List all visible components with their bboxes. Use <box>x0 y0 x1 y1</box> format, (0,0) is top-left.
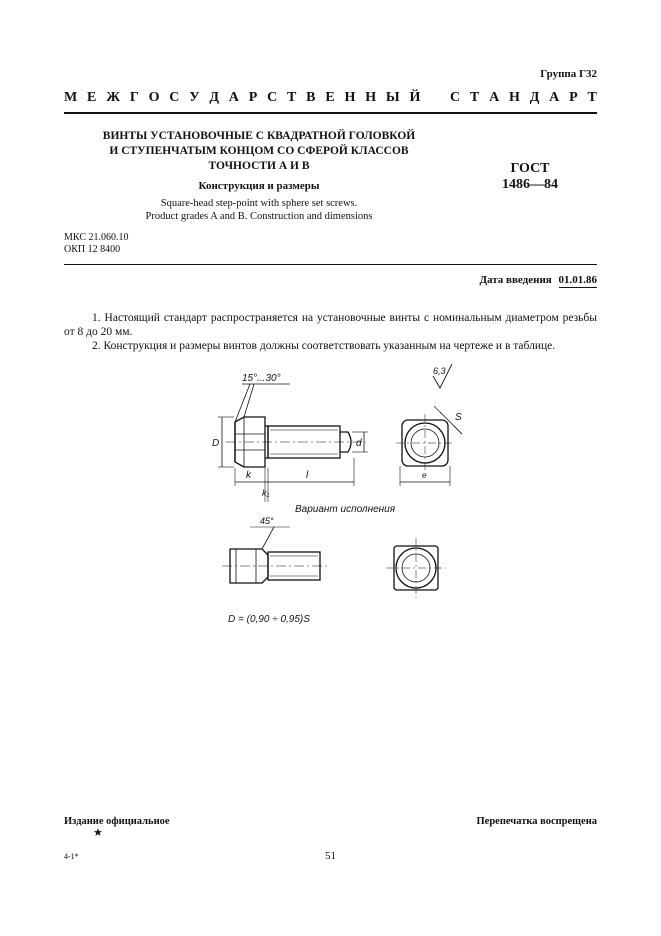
banner-letter: В <box>306 90 316 105</box>
banner-letter: Д <box>529 90 540 105</box>
group-code: Группа Г32 <box>540 68 597 80</box>
variant-caption: Вариант исполнения <box>295 504 396 515</box>
mks-code: МКС 21.060.10 <box>64 232 129 243</box>
paragraph-1: 1. Настоящий стандарт распространяется на установочные винты с номинальным диаметром резьбы от 8 до 20 мм. <box>64 312 597 338</box>
banner-letter: У <box>189 90 200 105</box>
dimension-S: S <box>455 412 462 423</box>
banner-letter: А <box>228 90 239 105</box>
english-title-line-2: Product grades A and B. Construction and dimensions <box>145 211 373 222</box>
dimension-e: e <box>422 471 427 480</box>
banner-letter: Е <box>325 90 335 105</box>
banner-letter: А <box>489 90 500 105</box>
sheet-code: 4-1* <box>64 852 79 861</box>
banner-letter: С <box>449 90 461 105</box>
banner-letter: Е <box>87 90 97 105</box>
variant-end-square <box>394 546 438 590</box>
screw-drawing <box>190 362 490 624</box>
paragraph-2: 2. Конструкция и размеры винтов должны соответствовать указанным на чертеже и в таблице. <box>92 340 556 352</box>
dimension-D: D <box>212 438 220 449</box>
title-line-3: ТОЧНОСТИ А И В <box>208 160 310 172</box>
banner-letter: С <box>169 90 180 105</box>
document-title <box>64 129 454 174</box>
banner-letter: Ж <box>106 90 121 105</box>
star-mark: ★ <box>93 827 103 839</box>
banner-letter: Н <box>509 90 520 105</box>
banner-letter: Д <box>209 90 219 105</box>
banner-letter: О <box>148 90 160 105</box>
header-rule <box>64 112 597 114</box>
section-rule <box>64 264 597 265</box>
roughness-label: 6,3 <box>433 366 446 376</box>
reprint-note: Перепечатка воспрещена <box>476 816 597 827</box>
title-line-2: И СТУПЕНЧАТЫМ КОНЦОМ СО СФЕРОЙ КЛАССОВ <box>109 145 409 157</box>
banner-letter: Й <box>409 90 421 105</box>
dimension-d: d <box>356 438 362 449</box>
classification-codes <box>64 232 128 256</box>
gost-number: 1486—84 <box>502 177 558 192</box>
title-line-1: ВИНТЫ УСТАНОВОЧНЫЕ С КВАДРАТНОЙ ГОЛОВКОЙ <box>102 130 416 142</box>
banner-letter: Г <box>129 90 139 105</box>
banner-letter: Ы <box>385 90 400 105</box>
gost-label: ГОСТ <box>510 161 550 176</box>
banner-letter: С <box>267 90 278 105</box>
banner-letter: М <box>64 90 78 105</box>
angle-label: 15°...30° <box>242 373 281 384</box>
dimension-k1: k₁ <box>262 488 270 498</box>
edition-note: Издание официальное <box>64 816 170 827</box>
formula: D = (0,90 ÷ 0,95)S <box>228 614 310 624</box>
document-subtitle: Конструкция и размеры <box>198 180 320 192</box>
banner-gap <box>430 90 440 106</box>
banner-letter: Т <box>587 90 597 105</box>
introduction-date-value: 01.01.86 <box>558 274 597 286</box>
banner-letter: Н <box>365 90 377 105</box>
banner-letter: Т <box>287 90 297 105</box>
introduction-date <box>479 274 597 288</box>
banner-letter: А <box>549 90 560 105</box>
gost-designation <box>475 161 585 193</box>
banner-letter: Р <box>248 90 258 105</box>
banner-letter: Т <box>469 90 480 105</box>
standard-banner <box>64 90 597 106</box>
english-title-line-1: Square-head step-point with sphere set screws. <box>160 198 358 209</box>
page-number: 51 <box>325 850 336 862</box>
okp-code: ОКП 12 8400 <box>64 244 121 255</box>
banner-letter: Н <box>344 90 356 105</box>
banner-letter: Р <box>569 90 578 105</box>
chamfer-label: 45° <box>260 516 274 526</box>
introduction-date-label: Дата введения <box>479 274 552 286</box>
dimension-l: l <box>306 470 309 481</box>
dimension-k: k <box>246 470 251 481</box>
english-title <box>64 197 454 223</box>
